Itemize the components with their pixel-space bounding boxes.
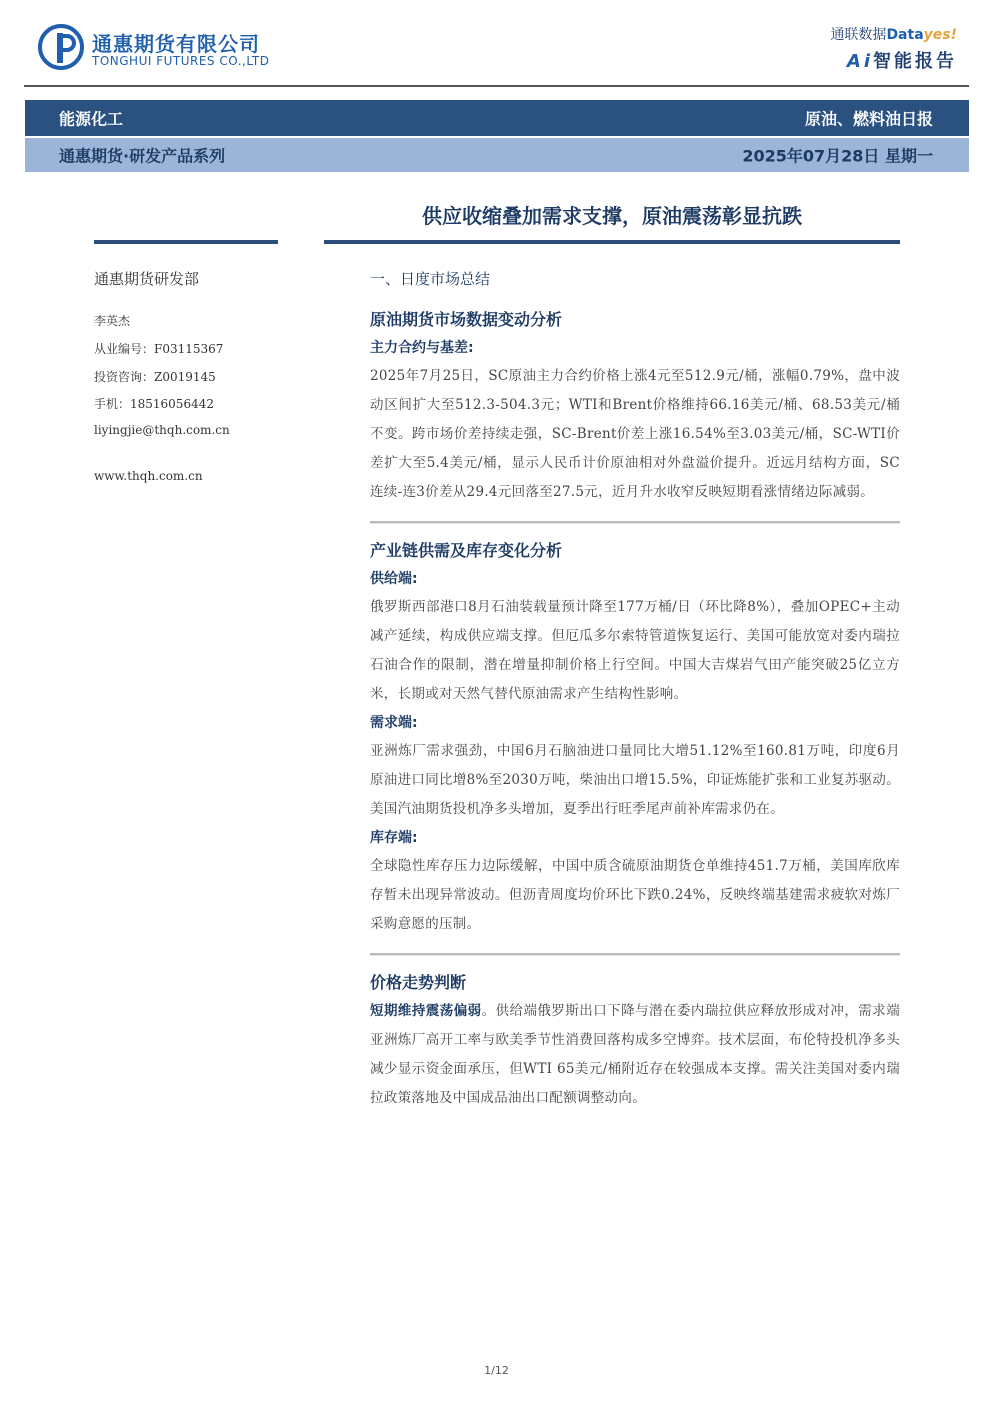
section-title: 一、日度市场总结 <box>370 270 491 288</box>
paragraph-demand: 亚洲炼厂需求强劲，中国6月石脑油进口量同比大增51.12%至160.81万吨，印度6月原油进口同比增8%至2030万吨，柴油出口增15.5%，印证炼能扩张和工业复苏驱动。美国汽油期货投机净多头增加，夏季出行旺季尾声前补库需求仍在。 <box>370 743 900 817</box>
label-main-contract: 主力合约与基差: <box>370 340 474 356</box>
section-divider <box>370 521 900 524</box>
brand-ai: Ai <box>846 51 873 72</box>
label-demand: 需求端: <box>370 715 418 731</box>
page-number: 1/12 <box>484 1364 509 1377</box>
subsection-heading-price-trend: 价格走势判断 <box>370 973 467 992</box>
company-name-en: TONGHUI FUTURES CO.,LTD <box>92 54 270 68</box>
report-title: 供应收缩叠加需求支撑，原油震荡彰显抗跌 <box>422 204 802 228</box>
main-content <box>370 268 900 1113</box>
paragraph-inventory: 全球隐性库存压力边际缓解，中国中质含硫原油期货仓单维持451.7万桶，美国库欣库存暂未出现异常波动。但沥青周度均价环比下跌0.24%，反映终端基建需求疲软对炼厂采购意愿的压制。 <box>370 858 900 932</box>
title-rule <box>324 240 900 244</box>
license-number: 从业编号：F03115367 <box>94 342 224 356</box>
series-label: 通惠期货·研发产品系列 <box>59 146 226 166</box>
category-band <box>25 100 969 136</box>
price-trend-lead: 短期维持震荡偏弱 <box>370 1003 482 1019</box>
brand-prefix: 通联数据 <box>830 27 887 43</box>
brand-yes: yes! <box>923 27 957 43</box>
header-divider <box>24 85 969 87</box>
label-supply: 供给端: <box>370 571 418 587</box>
datayes-brand <box>830 24 957 44</box>
advisory-number: 投资咨询：Z0019145 <box>94 370 216 384</box>
report-date: 2025年07月28日 星期一 <box>742 146 933 166</box>
section-divider <box>370 953 900 956</box>
department-name: 通惠期货研发部 <box>94 270 200 288</box>
ai-report-brand <box>847 47 957 73</box>
paragraph-main-contract: 2025年7月25日，SC原油主力合约价格上涨4元至512.9元/桶，涨幅0.79%，盘中波动区间扩大至512.3-504.3元；WTI和Brent价格维持66.16美元/桶、68.53美元/桶不变。跨市场价差持续走强，SC-Brent价差上涨16.54%至3.03美元/桶，SC-WTI价差扩大至5.4美元/桶，显示人民币计价原油相对外盘溢价提升。近远月结构方面，SC连续-连3价差从29.4元回落至27.5元，近月升水收窄反映短期看涨情绪边际减弱。 <box>370 368 900 500</box>
subsection-heading-futures: 原油期货市场数据变动分析 <box>370 310 563 329</box>
paragraph-supply: 俄罗斯西部港口8月石油装载量预计降至177万桶/日（环比降8%），叠加OPEC+主动减产延续，构成供应端支撑。但厄瓜多尔索特管道恢复运行、美国可能放宽对委内瑞拉石油合作的限制，潜在增量抑制价格上行空间。中国大吉煤岩气田产能突破25亿立方米，长期或对天然气替代原油需求产生结构性影响。 <box>370 599 900 702</box>
label-inventory: 库存端: <box>370 830 418 846</box>
category-label: 能源化工 <box>59 109 124 129</box>
company-name-cn: 通惠期货有限公司 <box>92 32 260 56</box>
email-link[interactable]: liyingjie@thqh.com.cn <box>94 423 230 437</box>
paragraph-price-trend <box>370 997 900 1113</box>
phone-number: 手机：18516056442 <box>94 397 214 411</box>
subsection-heading-supply-demand: 产业链供需及库存变化分析 <box>370 541 563 560</box>
brand-data: Data <box>886 27 924 43</box>
series-band <box>25 138 969 172</box>
sidebar-rule <box>94 240 278 244</box>
brand-report: 智能报告 <box>873 51 957 72</box>
analyst-name: 李英杰 <box>94 314 131 328</box>
price-trend-text: 。供给端俄罗斯出口下降与潜在委内瑞拉供应释放形成对冲，需求端亚洲炼厂高开工率与欧美季节性消费回落构成多空博弈。技术层面，布伦特投机净多头减少显示资金面承压，但WTI 65美元/桶附近存在较强成本支撑。需关注美国对委内瑞拉政策落地及中国成品油出口配额调整动向。 <box>370 1003 900 1106</box>
website-link[interactable]: www.thqh.com.cn <box>94 469 203 483</box>
tonghui-logo-icon <box>38 24 84 70</box>
report-type-label: 原油、燃料油日报 <box>804 109 933 129</box>
